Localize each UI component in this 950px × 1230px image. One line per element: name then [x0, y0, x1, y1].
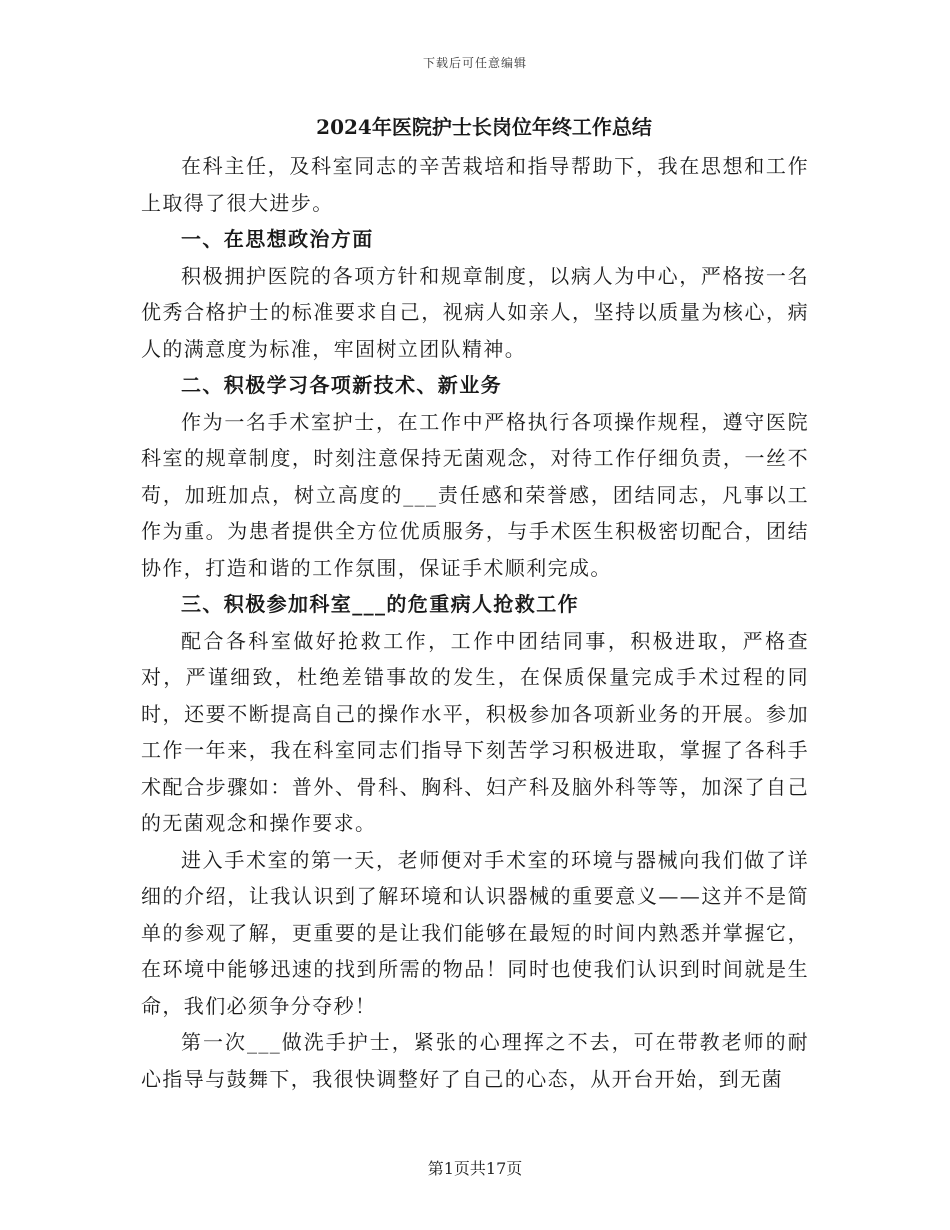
document-body: [141, 112, 809, 1097]
section-2-paragraph: 作为一名手术室护士，在工作中严格执行各项操作规程，遵守医院科室的规章制度，时刻注意保持无菌观念，对待工作仔细负责，一丝不苟，加班加点，树立高度的___责任感和荣誉感，团结同志，凡事以工作为重。为患者提供全方位优质服务，与手术医生积极密切配合，团结协作，打造和谐的工作氛围，保证手术顺利完成。: [141, 409, 809, 580]
section-heading-3: 三、积极参加科室___的危重病人抢救工作: [181, 592, 579, 616]
page-footer-number: 第1页共17页: [427, 1159, 523, 1178]
section-3-paragraph-3: 第一次___做洗手护士，紧张的心理挥之不去，可在带教老师的耐心指导与鼓舞下，我很快调整好了自己的心态，从开台开始，到无菌: [141, 1030, 809, 1091]
section-1-paragraph: 积极拥护医院的各项方针和规章制度，以病人为中心，严格按一名优秀合格护士的标准要求自己，视病人如亲人，坚持以质量为核心，病人的满意度为标准，牢固树立团队精神。: [141, 263, 809, 361]
document-title: 2024年医院护士长岗位年终工作总结: [316, 115, 652, 139]
section-3-paragraph-1: 配合各科室做好抢救工作，工作中团结同事，积极进取，严格查对，严谨细致，杜绝差错事故的发生，在保质保量完成手术过程的同时，还要不断提高自己的操作水平，积极参加各项新业务的开展。参加工作一年来，我在科室同志们指导下刻苦学习积极进取，掌握了各科手术配合步骤如：普外、骨科、胸科、妇产科及脑外科等等，加深了自己的无菌观念和操作要求。: [141, 628, 809, 835]
intro-paragraph: 在科主任，及科室同志的辛苦栽培和指导帮助下，我在思想和工作上取得了很大进步。: [141, 154, 809, 215]
section-heading-1: 一、在思想政治方面: [181, 227, 374, 251]
section-heading-2: 二、积极学习各项新技术、新业务: [181, 373, 502, 397]
page-header-note: 下载后可任意编辑: [422, 56, 527, 70]
section-3-paragraph-2: 进入手术室的第一天，老师便对手术室的环境与器械向我们做了详细的介绍，让我认识到了解环境和认识器械的重要意义——这并不是简单的参观了解，更重要的是让我们能够在最短的时间内熟悉并掌握它，在环境中能够迅速的找到所需的物品！同时也使我们认识到时间就是生命，我们必须争分夺秒！: [141, 847, 809, 1018]
